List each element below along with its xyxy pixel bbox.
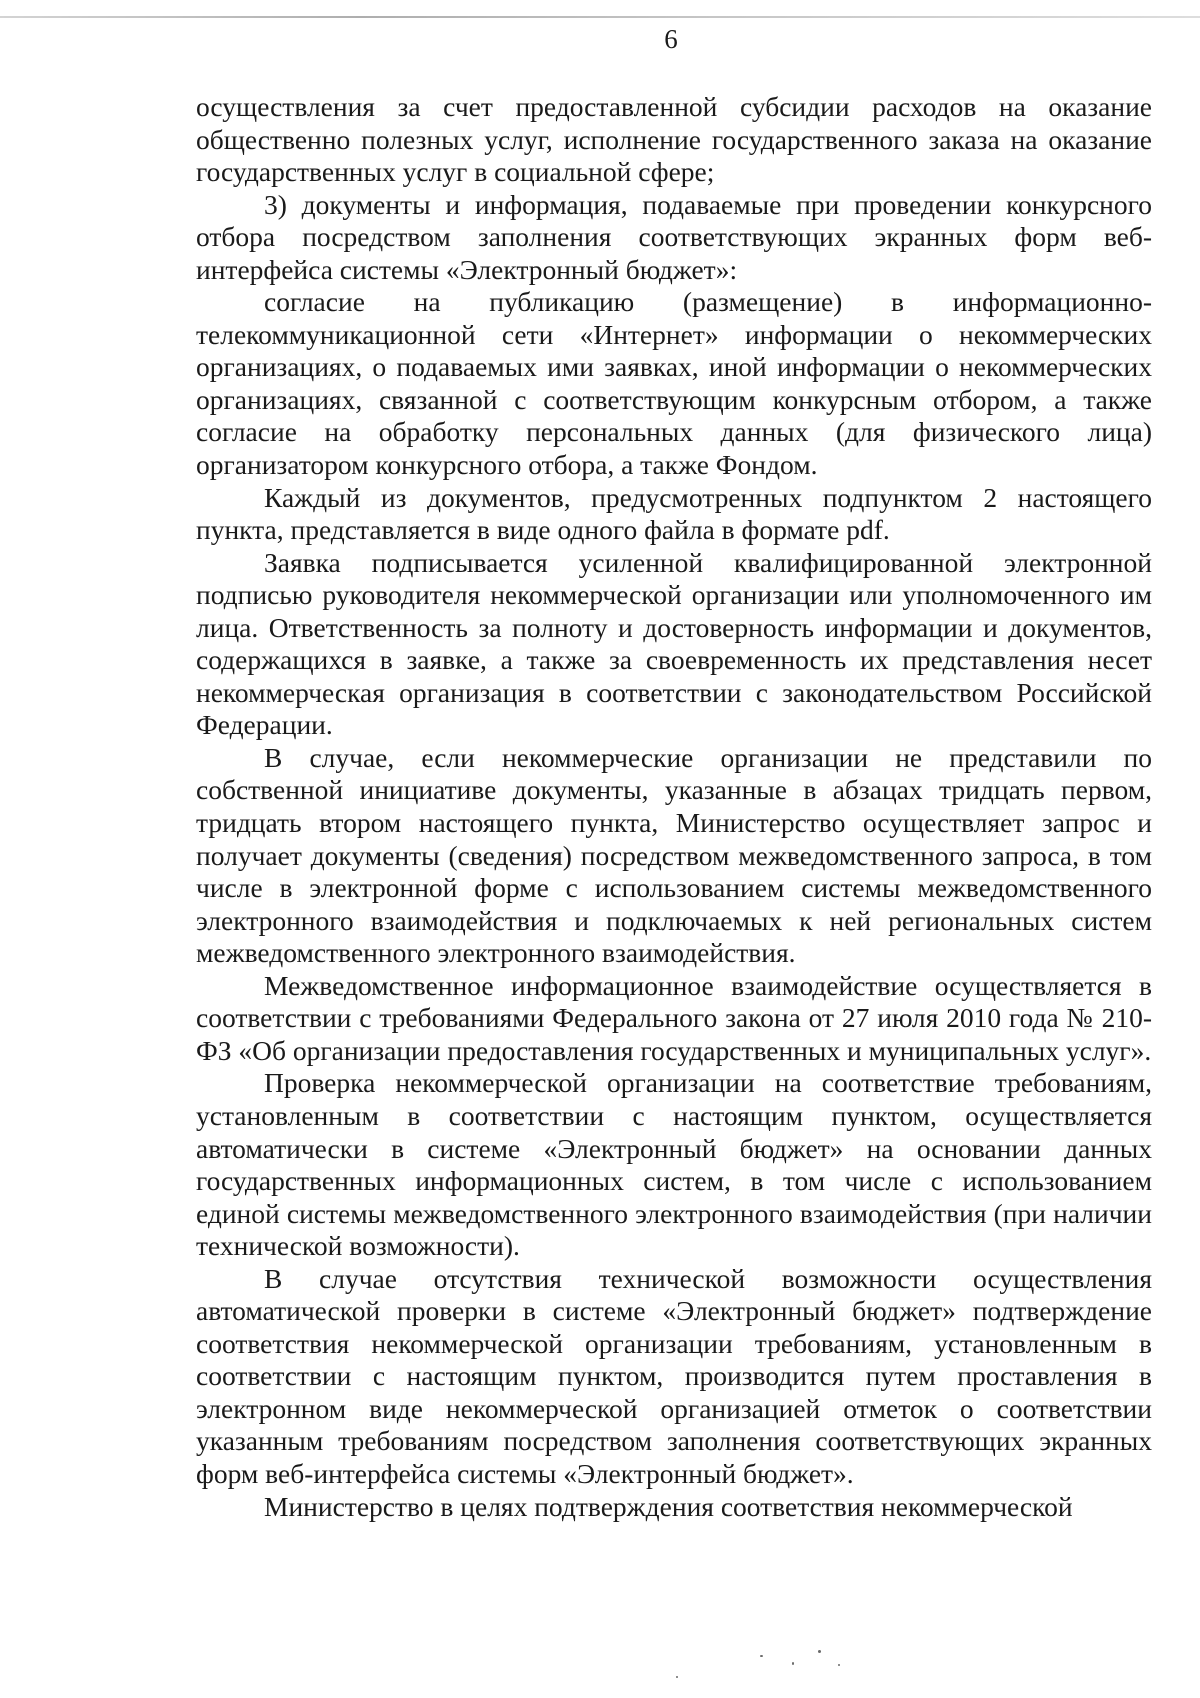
scan-speck <box>676 1676 678 1678</box>
paragraph-1: осуществления за счет предоставленной субсидии расходов на оказание общественно полезных услуг, исполнение государственного заказа на оказание государственных услуг в социальной сфере; <box>196 91 1152 188</box>
scan-speck <box>818 1650 821 1653</box>
scan-top-edge <box>0 16 1200 18</box>
paragraph-9: В случае отсутствия технической возможности осуществления автоматической проверки в системе «Электронный бюджет» подтверждение соответствия некоммерческой организации требованиям, установленным в соответствии с настоящим пунктом, производится путем проставления в электронном виде некоммерческой организацией отметок о соответствии указанным требованиям посредством заполнения соответствующих экранных форм веб-интерфейса системы «Электронный бюджет». <box>196 1262 1152 1489</box>
paragraph-10: Министерство в целях подтверждения соответствия некоммерческой <box>264 1490 1073 1522</box>
scan-speck <box>760 1655 763 1657</box>
document-body <box>196 91 1152 1523</box>
paragraph-8: Проверка некоммерческой организации на соответствие требованиям, установленным в соответствии с настоящим пунктом, осуществляется автоматически в системе «Электронный бюджет» на основании данных государственных информационных систем, в том числе с использованием единой системы межведомственного электронного взаимодействия (при наличии технической возможности). <box>196 1067 1152 1262</box>
scan-speck <box>838 1664 840 1666</box>
paragraph-6: В случае, если некоммерческие организации не представили по собственной инициативе документы, указанные в абзацах тридцать первом, тридцать втором настоящего пункта, Министерство осуществляет запрос и получает документы (сведения) посредством межведомственного запроса, в том числе в электронной форме с использованием системы межведомственного электронного взаимодействия и подключаемых к ней региональных систем межведомственного электронного взаимодействия. <box>196 741 1152 969</box>
paragraph-7: Межведомственное информационное взаимодействие осуществляется в соответствии с требованиями Федерального закона от 27 июля 2010 года № 210-ФЗ «Об организации предоставления государственных и муниципальных услуг». <box>196 969 1152 1066</box>
paragraph-5: Заявка подписывается усиленной квалифицированной электронной подписью руководителя некоммерческой организации или уполномоченного им лица. Ответственность за полноту и достоверность информации и документов, содержащихся в заявке, а также за своевременность их представления несет некоммерческая организация в соответствии с законодательством Российской Федерации. <box>196 546 1152 741</box>
scan-speck <box>792 1662 794 1665</box>
paragraph-2: 3) документы и информация, подаваемые при проведении конкурсного отбора посредством заполнения соответствующих экранных форм веб-интерфейса системы «Электронный бюджет»: <box>196 188 1152 285</box>
paragraph-4: Каждый из документов, предусмотренных подпунктом 2 настоящего пункта, представляется в виде одного файла в формате pdf. <box>196 481 1152 546</box>
page-number: 6 <box>664 24 678 54</box>
paragraph-3: согласие на публикацию (размещение) в информационно-телекоммуникационной сети «Интернет» информации о некоммерческих организациях, о подаваемых ими заявках, иной информации о некоммерческих организациях, связанной с соответствующим конкурсным отбором, а также согласие на обработку персональных данных (для физического лица) организатором конкурсного отбора, а также Фондом. <box>196 286 1152 481</box>
